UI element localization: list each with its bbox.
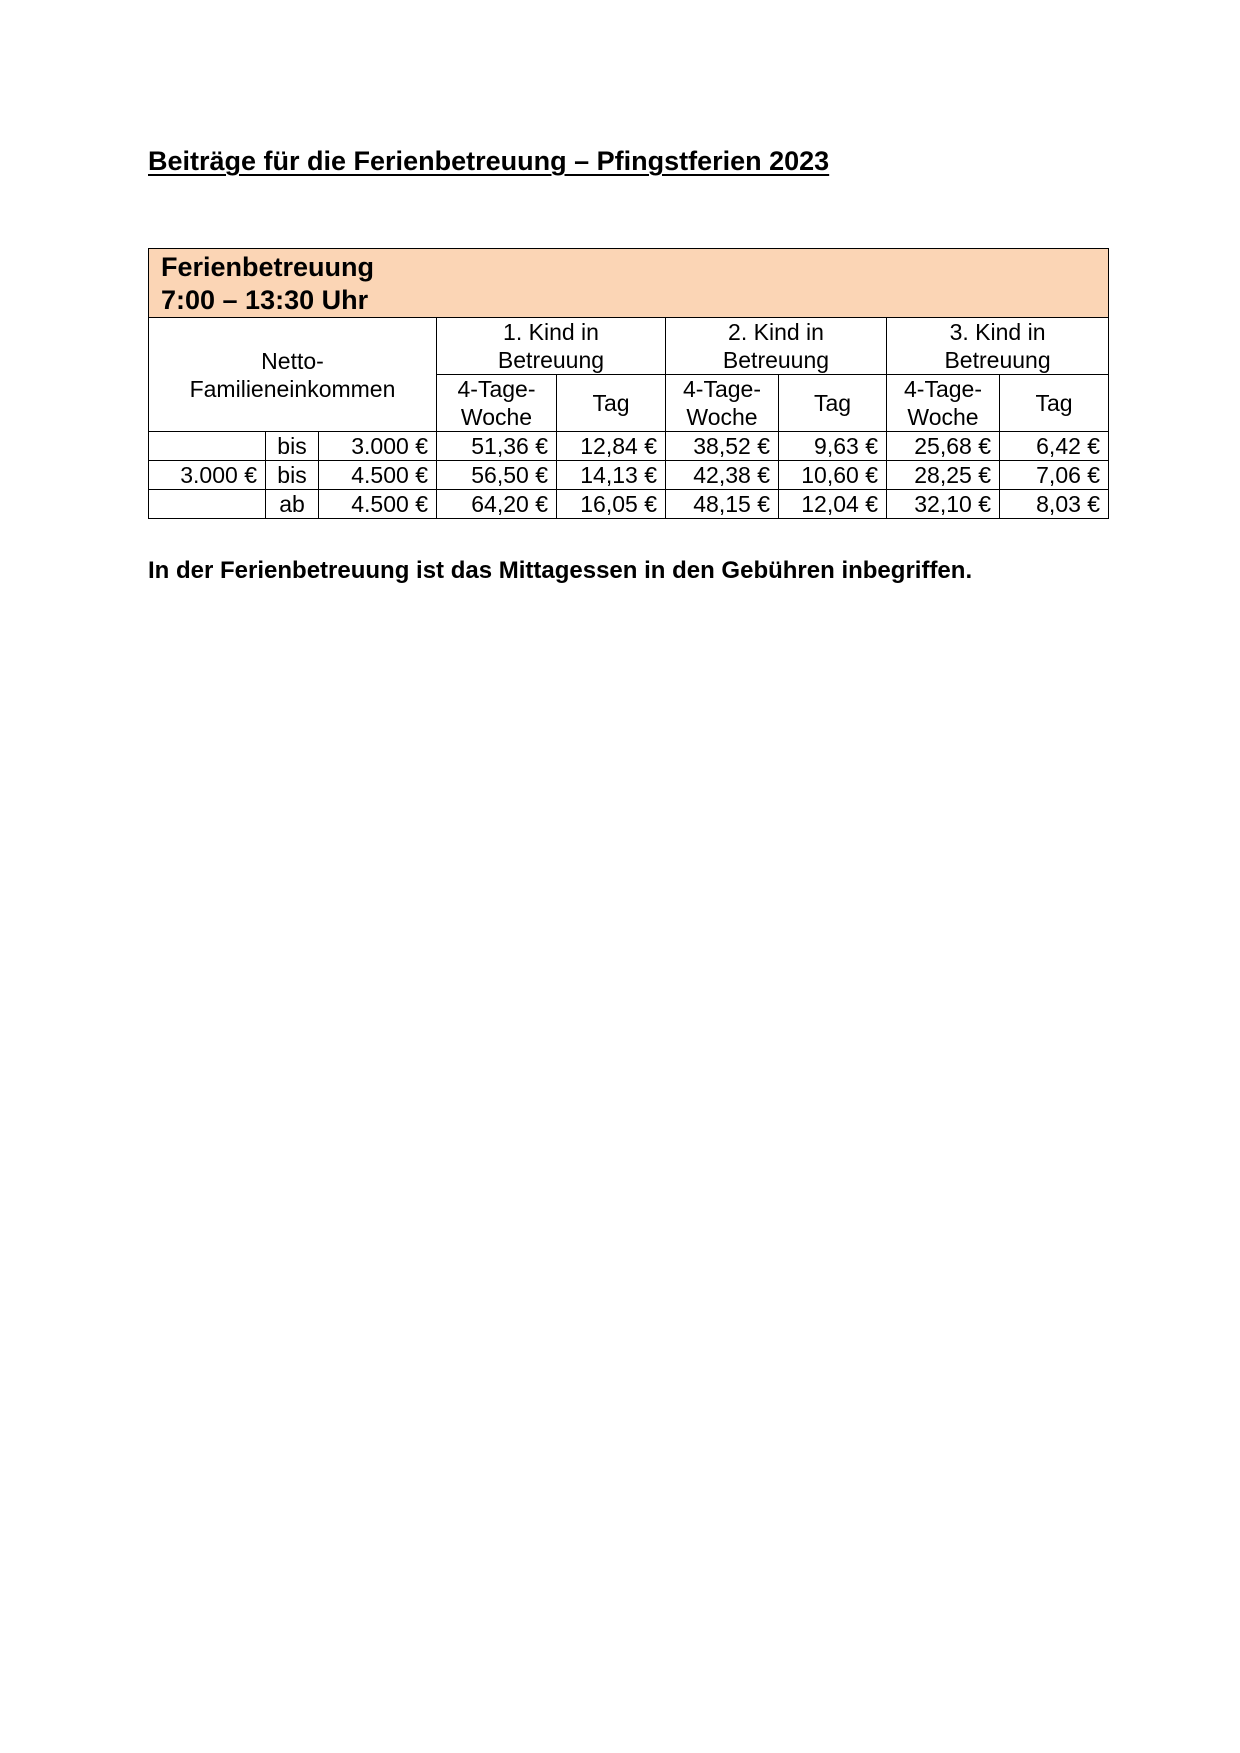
income-from (149, 432, 266, 461)
table-banner (149, 249, 1109, 318)
sub-header-week: 4-Tage- Woche (887, 375, 1000, 432)
fee-cell: 64,20 € (437, 490, 557, 519)
income-from: 3.000 € (149, 461, 266, 490)
group-header-child-1: 1. Kind in Betreuung (437, 318, 666, 375)
fee-cell: 7,06 € (1000, 461, 1109, 490)
fee-cell: 9,63 € (779, 432, 887, 461)
fees-table (148, 248, 1109, 519)
fee-cell: 48,15 € (666, 490, 779, 519)
footnote: In der Ferienbetreuung ist das Mittagessen in den Gebühren inbegriffen. (148, 557, 973, 584)
banner-title: Ferienbetreuung (161, 252, 375, 282)
group-header-child-3: 3. Kind in Betreuung (887, 318, 1109, 375)
fee-cell: 51,36 € (437, 432, 557, 461)
income-operator: bis (266, 461, 319, 490)
fee-cell: 25,68 € (887, 432, 1000, 461)
fee-cell: 8,03 € (1000, 490, 1109, 519)
income-to: 4.500 € (319, 461, 437, 490)
sub-header-day: Tag (557, 375, 666, 432)
table-row (149, 490, 1109, 519)
table-row (149, 461, 1109, 490)
fee-cell: 14,13 € (557, 461, 666, 490)
sub-header-week: 4-Tage- Woche (666, 375, 779, 432)
fee-cell: 16,05 € (557, 490, 666, 519)
banner-hours: 7:00 – 13:30 Uhr (161, 285, 369, 315)
sub-header-day: Tag (779, 375, 887, 432)
sub-header-week: 4-Tage- Woche (437, 375, 557, 432)
fee-cell: 38,52 € (666, 432, 779, 461)
income-operator: bis (266, 432, 319, 461)
fee-cell: 10,60 € (779, 461, 887, 490)
income-to: 3.000 € (319, 432, 437, 461)
group-header-child-2: 2. Kind in Betreuung (666, 318, 887, 375)
page-title: Beiträge für die Ferienbetreuung – Pfingstferien 2023 (148, 146, 830, 176)
income-operator: ab (266, 490, 319, 519)
fee-cell: 12,04 € (779, 490, 887, 519)
income-to: 4.500 € (319, 490, 437, 519)
fee-cell: 32,10 € (887, 490, 1000, 519)
sub-header-day: Tag (1000, 375, 1109, 432)
fee-cell: 12,84 € (557, 432, 666, 461)
fee-cell: 6,42 € (1000, 432, 1109, 461)
fee-cell: 28,25 € (887, 461, 1000, 490)
income-from (149, 490, 266, 519)
fee-cell: 42,38 € (666, 461, 779, 490)
table-row (149, 432, 1109, 461)
fee-cell: 56,50 € (437, 461, 557, 490)
income-header: Netto- Familieneinkommen (149, 318, 437, 432)
